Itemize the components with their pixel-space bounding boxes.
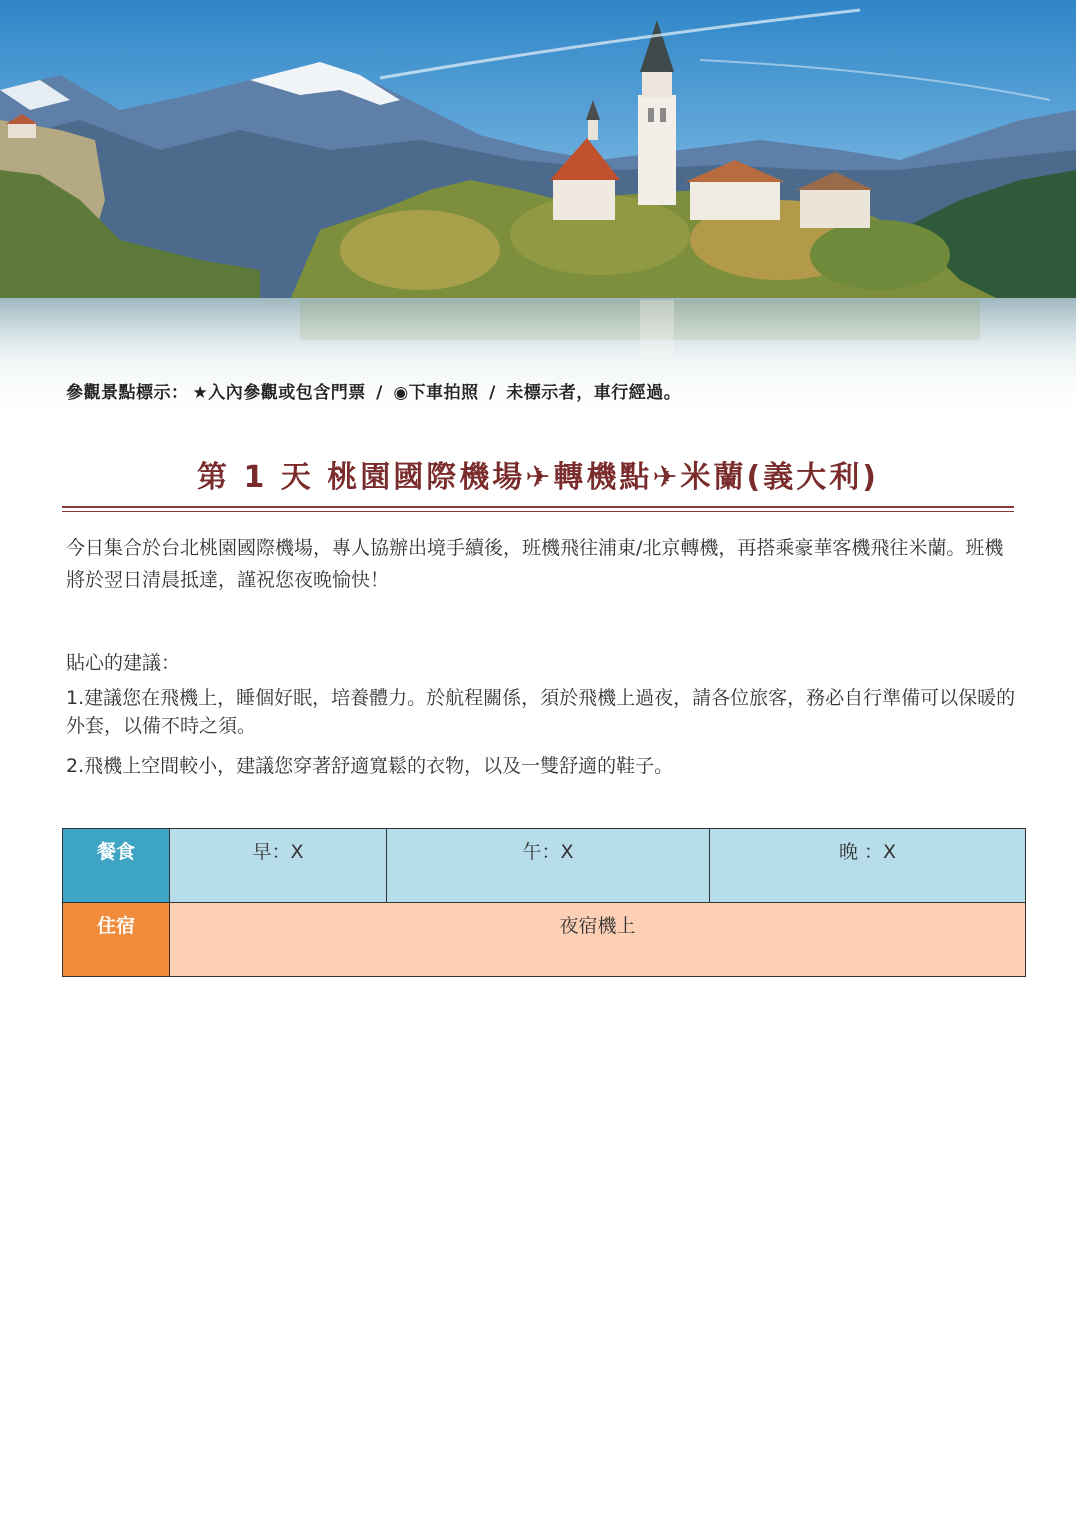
legend-separator: / bbox=[489, 383, 496, 403]
lunch-cell: 午：X bbox=[387, 829, 710, 903]
legend-drive-by: 未標示者，車行經過。 bbox=[506, 383, 682, 403]
hotel-row bbox=[63, 903, 1026, 977]
tip-item: 1.建議您在飛機上，睡個好眠，培養體力。於航程關係，須於飛機上過夜，請各位旅客，務必自行準備可以保暖的外套，以備不時之須。 bbox=[66, 687, 1016, 737]
breakfast-cell: 早：X bbox=[170, 829, 387, 903]
hero-landscape-image bbox=[0, 0, 1076, 420]
day-description: 今日集合於台北桃園國際機場，專人協辦出境手續後，班機飛往浦東/北京轉機，再搭乘豪華客機飛往米蘭。班機將於翌日清晨抵達，謹祝您夜晚愉快！ bbox=[66, 537, 1004, 591]
hotel-label: 住宿 bbox=[63, 903, 170, 977]
attraction-legend bbox=[66, 378, 685, 403]
hotel-cell: 夜宿機上 bbox=[170, 903, 1026, 977]
dinner-cell: 晚 ：X bbox=[710, 829, 1026, 903]
legend-photo-stop: ◉下車拍照 bbox=[393, 383, 479, 403]
title-divider-thin bbox=[62, 511, 1014, 512]
day-title: 第 1 天 桃園國際機場✈轉機點✈米蘭(義大利) bbox=[197, 460, 879, 495]
legend-separator: / bbox=[376, 383, 383, 403]
tips-heading: 貼心的建議： bbox=[66, 652, 181, 674]
meal-hotel-table bbox=[62, 828, 1026, 977]
meal-label: 餐食 bbox=[63, 829, 170, 903]
tip-item: 2.飛機上空間較小，建議您穿著舒適寬鬆的衣物，以及一雙舒適的鞋子。 bbox=[66, 755, 674, 777]
title-divider bbox=[62, 506, 1014, 508]
meal-row bbox=[63, 829, 1026, 903]
legend-star-entry: ★入內參觀或包含門票 bbox=[192, 383, 366, 403]
legend-label: 參觀景點標示： bbox=[66, 383, 189, 403]
